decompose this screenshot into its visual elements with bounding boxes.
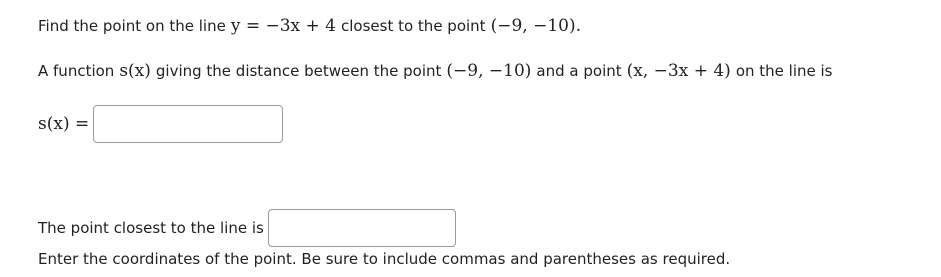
- line-equation: y = −3x + 4: [230, 16, 336, 36]
- desc-post: on the line is: [735, 62, 833, 80]
- target-point: (−9, −10).: [490, 16, 581, 36]
- distance-answer-label: s(x) =: [38, 114, 90, 134]
- desc-general-point: (x, −3x + 4): [626, 61, 731, 81]
- distance-answer-row: [38, 105, 283, 143]
- instruction-note-text: Enter the coordinates of the point. Be sure to include commas and parentheses as required.: [38, 250, 731, 268]
- distance-function-name: s(x): [119, 61, 151, 81]
- desc-pre: A function: [38, 62, 115, 80]
- closest-point-input[interactable]: [268, 209, 456, 247]
- desc-point: (−9, −10): [446, 61, 532, 81]
- distance-function-input[interactable]: [93, 105, 283, 143]
- point-answer-row: [38, 209, 456, 247]
- question-description: [38, 58, 832, 84]
- desc-mid: giving the distance between the point: [155, 62, 442, 80]
- question-title-text: Find the point on the line: [38, 17, 226, 35]
- question-title: [38, 13, 581, 39]
- instruction-note: [38, 246, 730, 272]
- point-answer-label: The point closest to the line is: [38, 219, 264, 237]
- question-title-mid: closest to the point: [341, 17, 486, 35]
- desc-and: and a point: [536, 62, 622, 80]
